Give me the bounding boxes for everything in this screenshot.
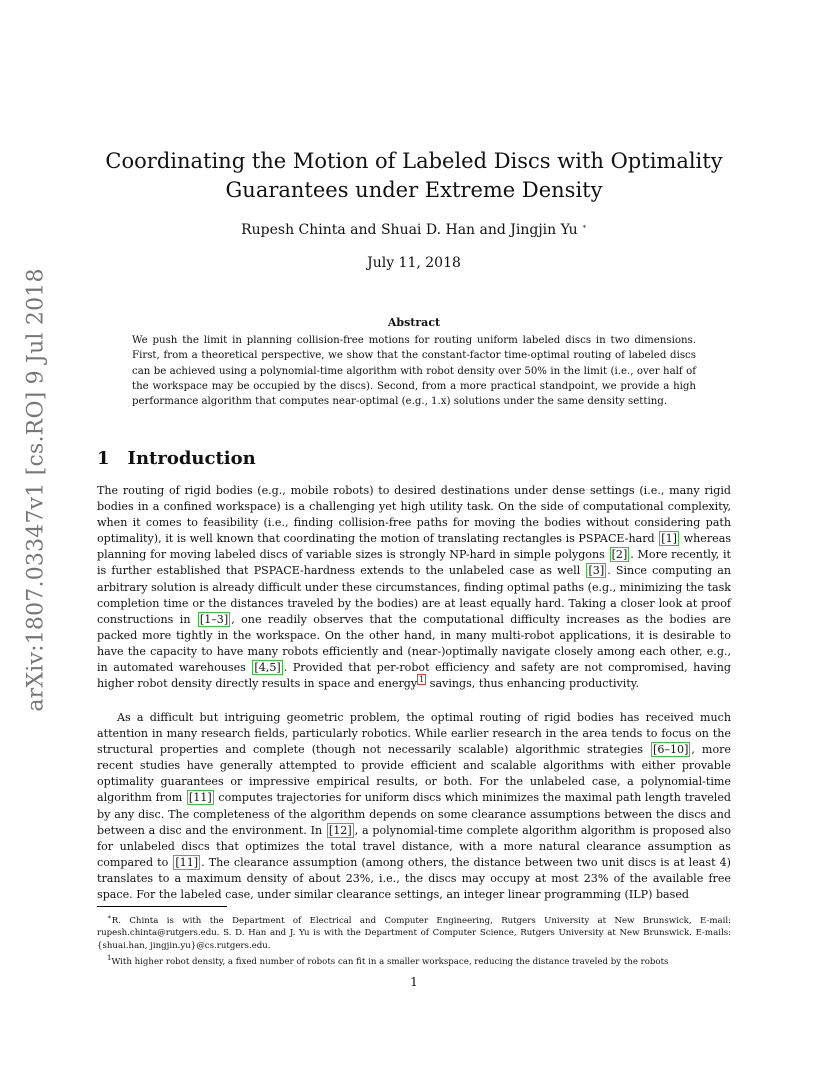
authors-text: Rupesh Chinta and Shuai D. Han and Jingjin Yu (241, 222, 578, 238)
paragraph-1 (97, 483, 731, 692)
footnotes (97, 911, 731, 969)
citation-link[interactable]: [3] (588, 564, 605, 578)
text-run: The routing of rigid bodies (e.g., mobile robots) to desired destinations under dense settings (i.e., many rigid bodies in a confined workspace) is a challenging yet high utility task. On the side of computational complexity, when it comes to feasibility (i.e., finding collision-free paths for moving the bodies without considering path optimality), it is well known that coordinating the motion of translating rectangles is PSPACE-hard (97, 484, 731, 546)
footnote-mark: 1 (107, 954, 112, 963)
author-list (100, 222, 728, 238)
citation-link[interactable]: [12] (328, 823, 352, 837)
text-run: . Since computing an arbitrary solution is already difficult under these circumstances, finding optimal paths (e.g., minimizing the task completion time or the distances traveled by the bodies) are at least equally hard. Taking a closer look at proof constructions in (97, 564, 731, 626)
text-run: savings, thus enhancing productivity. (429, 677, 640, 691)
arxiv-sidebar-stamp (6, 268, 66, 712)
footnote-divider (97, 906, 227, 907)
citation-link[interactable]: [1–3] (199, 612, 229, 626)
footnote-text: R. Chinta is with the Department of Electrical and Computer Engineering, Rutgers University at New Brunswick, E-mail: rupesh.chinta@rutgers.edu. S. D. Han and J. Yu is with the Department of Computer Science, Rutgers University at New Brunswick. E-mails: {shuai.han, jingjin.yu}@cs.rutgers.edu. (97, 915, 731, 951)
text-run: computes trajectories for uniform discs which minimizes the maximal path length traveled by any disc. The completeness of the algorithm depends on some clearance assumptions between the discs and between a disc and the environment. In (97, 791, 731, 837)
section-number: 1 (97, 448, 110, 469)
paper-date: July 11, 2018 (367, 255, 461, 271)
footnote-2 (97, 952, 731, 968)
author-footnote-mark: ∗ (582, 222, 587, 231)
title-line-1: Coordinating the Motion of Labeled Discs with Optimality (105, 149, 723, 173)
citation-link[interactable]: [6–10] (653, 743, 689, 757)
text-run: , one readily observes that the computational difficulty increases as the bodies are packed more tightly in the workspace. On the other hand, in many multi-robot applications, it is desirable to have the capacity to have many robots efficiently and (near-)optimally navigate closely among each other, e.g., in automated warehouses (97, 612, 731, 675)
arxiv-identifier: arXiv:1807.03347v1 [cs.RO] 9 Jul 2018 (23, 268, 49, 712)
section-heading (97, 448, 256, 469)
abstract-heading: Abstract (387, 316, 441, 329)
text-run: , more recent studies have generally attempted to provide efficient and scalable algorithms with either provable optimality guarantees or impressive empirical results, or both. For the unlabeled case, a polynomial-time algorithm from (97, 743, 731, 805)
citation-link[interactable]: [1] (661, 532, 677, 546)
footnote-text: With higher robot density, a fixed number of robots can fit in a smaller workspace, reducing the distance traveled by the robots (111, 957, 669, 968)
text-run: . More recently, it is further established that PSPACE-hardness extends to the unlabeled case as well (97, 548, 731, 578)
paragraph-2 (97, 710, 731, 903)
text-run: , a polynomial-time complete algorithm algorithm is proposed also for unlabeled discs that optimizes the total travel distance, with a more natural clearance assumption as compared to (97, 823, 732, 869)
title-line-2: Guarantees under Extreme Density (225, 178, 603, 202)
citation-link[interactable]: [4,5] (254, 661, 281, 675)
paper-title (100, 147, 728, 205)
text-run: whereas planning for moving labeled discs of variable sizes is strongly NP-hard in simple polygons (97, 532, 732, 562)
page-number: 1 (410, 975, 418, 989)
footnote-1 (97, 911, 731, 952)
footnote-link[interactable]: 1 (419, 675, 425, 685)
citation-link[interactable]: [2] (611, 548, 628, 562)
text-run: . Provided that per-robot efficiency and safety are not compromised, having higher robot density directly results in space and energy (97, 661, 731, 691)
citation-link[interactable]: [11] (188, 791, 212, 805)
section-title: Introduction (127, 448, 256, 469)
footnote-mark: ∗ (107, 913, 112, 921)
abstract-body: We push the limit in planning collision-free motions for routing uniform labeled discs in two dimensions. First, from a theoretical perspective, we show that the constant-factor time-optimal routing of labeled discs can be achieved using a polynomial-time algorithm with robot density over 50% in the limit (i.e., over half of the workspace may be occupied by the discs). Second, from a more practical standpoint, we provide a high performance algorithm that computes near-optimal (e.g., 1.x) solutions under the same density setting. (132, 335, 696, 408)
citation-link[interactable]: [11] (175, 855, 199, 869)
text-run: . The clearance assumption (among others, the distance between two unit discs is at least 4) translates to a maximum density of about 23%, i.e., the discs may occupy at most 23% of the available free space. For the labeled case, under similar clearance settings, an integer linear programming (ILP) based (97, 855, 731, 902)
text-run: As a difficult but intriguing geometric problem, the optimal routing of rigid bodies has received much attention in many research fields, particularly robotics. While earlier research in the area tends to focus on the structural properties and complete (though not necessarily scalable) algorithmic strategies (97, 711, 731, 757)
